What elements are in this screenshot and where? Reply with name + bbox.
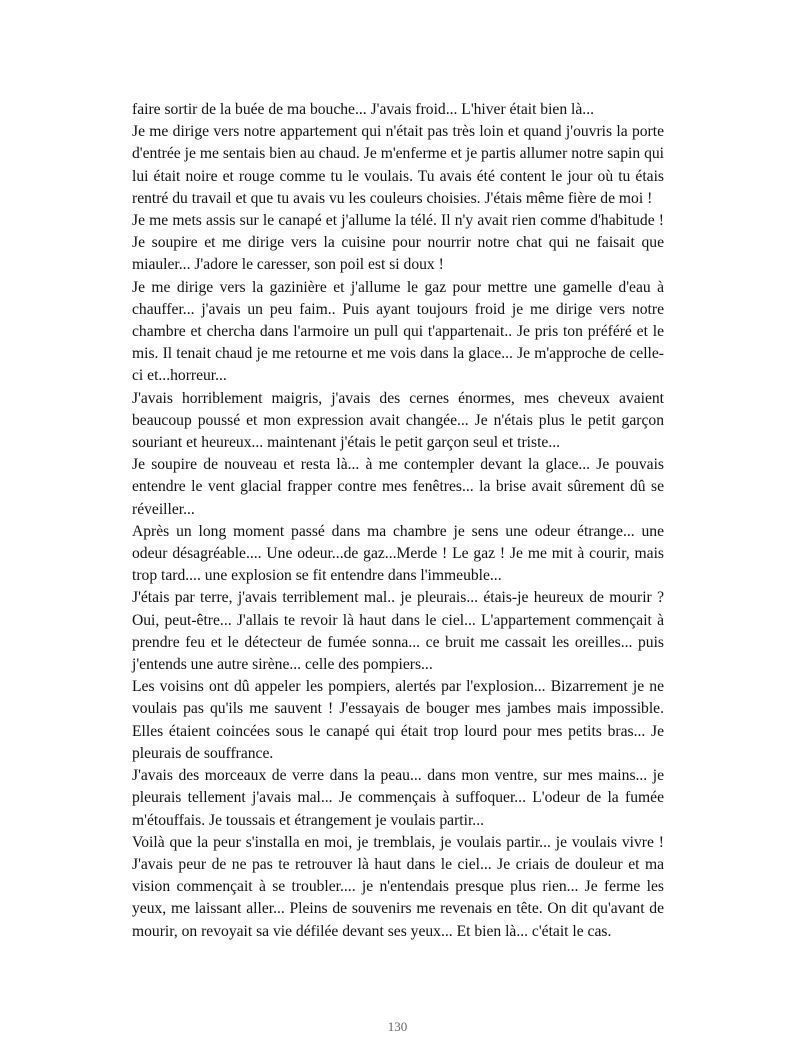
paragraph: J'avais horriblement maigris, j'avais des cernes énormes, mes cheveux avaient beaucoup poussé et mon expression avait changée... Je n'étais plus le petit garçon souriant et heureux... maintenant j'étais le petit garçon seul et triste... [132, 389, 664, 452]
paragraph: Je me mets assis sur le canapé et j'allume la télé. Il n'y avait rien comme d'habitude ! Je soupire et me dirige vers la cuisine pour nourrir notre chat qui ne faisait que miauler... J'adore le caresser, son poil est si doux ! [132, 212, 664, 274]
paragraph: faire sortir de la buée de ma bouche... J'avais froid... L'hiver était bien là... [132, 101, 594, 118]
body-text [132, 99, 664, 943]
paragraph: J'avais des morceaux de verre dans la peau... dans mon ventre, sur mes mains... je pleurais tellement j'avais mal... Je commençais à suffoquer... L'odeur de la fumée m'étouffais. Je toussais et étrangement je voulais partir... [132, 767, 664, 829]
paragraph: Les voisins ont dû appeler les pompiers, alertés par l'explosion... Bizarrement je ne voulais pas qu'ils me sauvent ! J'essayais de bouger mes jambes mais impossible. Elles étaient coincées sous le canapé qui était trop lourd pour mes petits bras... Je pleurais de souffrance. [132, 678, 664, 762]
paragraph: Je me dirige vers la gazinière et j'allume le gaz pour mettre une gamelle d'eau à chauffer... j'avais un peu faim.. Puis ayant toujours froid je me dirige vers notre chambre et chercha dans l'armoire un pull qui t'appartenait.. Je pris ton préféré et le mis. Il tenait chaud je me retourne et me vois dans la glace... Je m'approche de celle-ci et...horreur... [132, 278, 664, 385]
page-number: 130 [387, 1019, 408, 1034]
paragraph: Après un long moment passé dans ma chambre je sens une odeur étrange... une odeur désagréable.... Une odeur...de gaz...Merde ! Le gaz ! Je me mit à courir, mais trop tard.... une explosion se fit entendre dans l'immeuble... [132, 522, 664, 585]
paragraph: Voilà que la peur s'installa en moi, je tremblais, je voulais partir... je voulais vivre ! J'avais peur de ne pas te retrouver là haut dans le ciel... Je criais de douleur et ma vision commençait à se troubler.... je n'entendais presque plus rien... Je ferme les yeux, me laissant aller... Pleins de souvenirs me revenais en tête. On dit qu'avant de mourir, on revoyait sa vie défilée devant ses yeux... Et bien là... c'était le cas. [132, 833, 664, 940]
paragraph: Je soupire de nouveau et resta là... à me contempler devant la glace... Je pouvais entendre le vent glacial frapper contre mes fenêtres... la brise avait sûrement dû se réveiller... [132, 456, 664, 518]
paragraph: J'étais par terre, j'avais terriblement mal.. je pleurais... étais-je heureux de mourir ? Oui, peut-être... J'allais te revoir là haut dans le ciel... L'appartement commençait à prendre feu et le détecteur de fumée sonna... ce bruit me cassait les oreilles... puis j'entends une autre sirène... celle des pompiers... [132, 589, 664, 674]
paragraph: Je me dirige vers notre appartement qui n'était pas très loin et quand j'ouvris la porte d'entrée je me sentais bien au chaud. Je m'enferme et je partis allumer notre sapin qui lui était noire et rouge comme tu le voulais. Tu avais été content le jour où tu étais rentré du travail et que tu avais vu les couleurs choisies. J'étais même fière de moi ! [132, 123, 664, 207]
